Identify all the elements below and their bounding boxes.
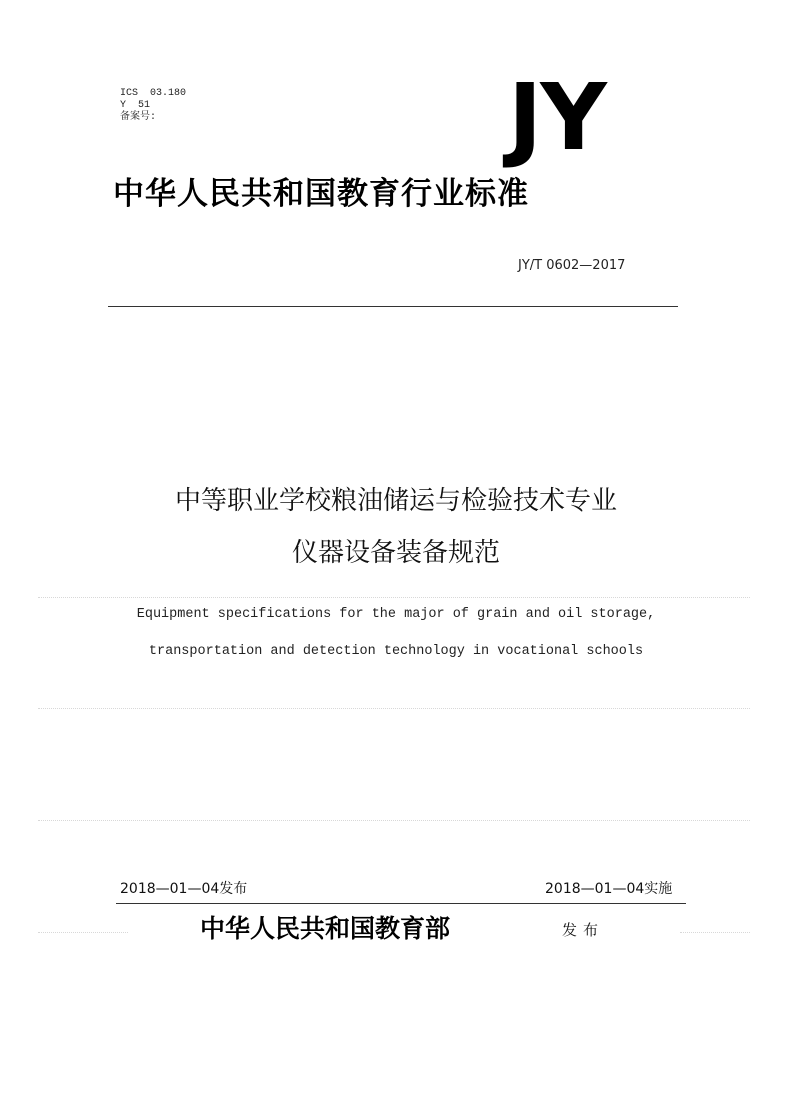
classification-code: Y 51 [120,100,151,111]
release-label: 发布 [562,921,605,939]
footer-divider [116,903,686,904]
dotted-guide-line [680,932,750,933]
title-en-line2: transportation and detection technology in vocational schools [148,644,644,659]
standard-code: JY/T 0602—2017 [518,258,626,273]
ics-code: ICS 03.180 [120,88,187,99]
filing-number-label: 备案号: [120,112,157,123]
issuer-title: 中华人民共和国教育行业标准 [113,176,529,212]
dotted-guide-line [38,597,750,598]
title-en-line1: Equipment specifications for the major of grain and oil storage, [136,607,656,622]
title-cn-line1: 中等职业学校粮油储运与检验技术专业 [174,486,617,516]
dotted-guide-line [38,820,750,821]
dotted-guide-line [38,932,128,933]
publisher-name: 中华人民共和国教育部 [200,914,451,943]
jy-logo: JY [508,64,605,171]
effective-date: 2018—01—04实施 [545,881,673,897]
title-cn-line2: 仪器设备装备规范 [291,538,500,568]
header-divider [108,306,678,307]
dotted-guide-line [38,708,750,709]
publish-date: 2018—01—04发布 [120,881,248,897]
